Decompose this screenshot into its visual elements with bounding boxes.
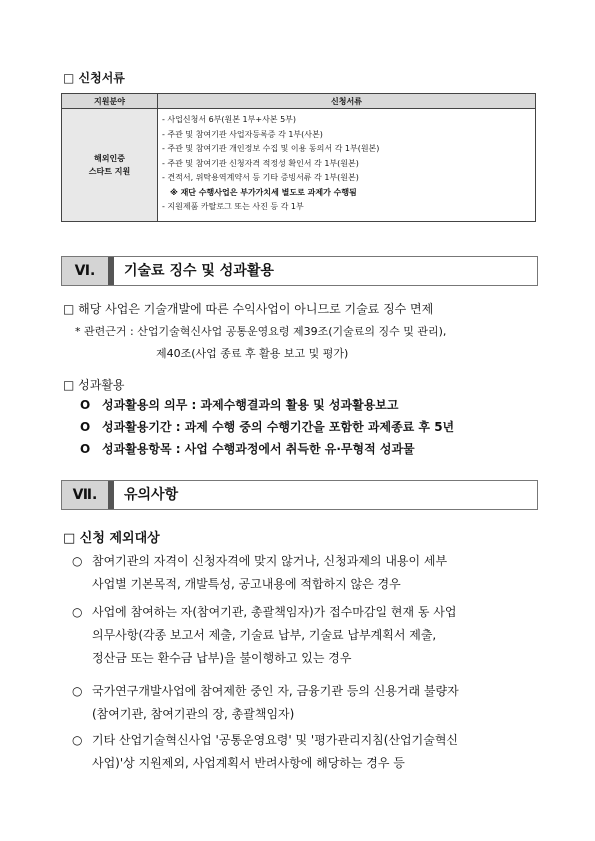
section-7-number: Ⅶ. [62,481,108,509]
exclusion-heading: □ 신청 제외대상 [63,531,160,546]
bullet-marker: O [80,398,91,412]
exclusion-line: 사업별 기본목적, 개발특성, 공고내용에 적합하지 않은 경우 [92,577,401,591]
exclusion-line: 사업에 참여하는 자(참여기관, 총괄책임자)가 접수마감일 현재 동 사업 [92,605,457,619]
table-header-field: 지원분야 [62,94,158,109]
bullet-marker: ○ [72,554,83,568]
vat-note: ※ 재단 수행사업은 부가가치세 별도로 과제가 수행됨 [170,187,357,197]
doc-item: - 견적서, 위탁용역계약서 등 기타 증빙서류 각 1부(원본) [162,173,359,182]
section-6-title: 기술료 징수 및 성과활용 [124,263,274,279]
support-field-line: 해외인증 [94,153,125,163]
support-field-line: 스타트 지원 [88,166,131,176]
doc-item: - 주관 및 참여기관 개인정보 수집 및 이용 동의서 각 1부(원본) [162,144,380,153]
bullet-marker: O [80,420,91,434]
bullet-marker: ○ [72,684,83,698]
exclusion-line: 참여기관의 자격이 신청자격에 맞지 않거나, 신청과제의 내용이 세부 [92,554,448,568]
bullet-marker: O [80,442,91,456]
section-divider [108,481,114,509]
usage-item [80,440,415,457]
exclusion-item [72,682,459,699]
bullet-marker: ○ [72,733,83,747]
exclusion-line: 국가연구개발사업에 참여제한 중인 자, 금융기관 등의 신용거래 불량자 [92,684,459,698]
usage-heading: □ 성과활용 [63,378,125,392]
exclusion-line: 기타 산업기술혁신사업 '공통운영요령' 및 '평가관리지침(산업기술혁신 [92,733,459,747]
exclusion-item [72,552,447,569]
usage-item [80,418,454,435]
usage-item-text: 성과활용기간 : 과제 수행 중의 수행기간을 포함한 과제종료 후 5년 [102,420,455,434]
exclusion-line: 의무사항(각종 보고서 제출, 기술료 납부, 기술료 납부계획서 제출, [92,628,437,642]
legal-basis-line: * 관련근거 : 산업기술혁신사업 공통운영요령 제39조(기술료의 징수 및 관리), [75,325,447,338]
application-docs-heading: □ 신청서류 [63,71,125,85]
exclusion-line: 정산금 또는 환수금 납부)을 불이행하고 있는 경우 [92,651,352,665]
doc-item: - 사업신청서 6부(원본 1부+사본 5부) [162,115,297,124]
section-7-title: 유의사항 [124,487,179,503]
section-6-number: Ⅵ. [62,257,108,285]
exclusion-line: 사업)'상 지원제외, 사업계획서 반려사항에 해당하는 경우 등 [92,756,405,770]
table-header-docs: 신청서류 [158,94,536,109]
bullet-marker: ○ [72,605,83,619]
doc-item: - 주관 및 참여기관 신청자격 적정성 확인서 각 1부(원본) [162,158,359,168]
section-6-header [61,256,538,286]
support-field-cell [62,109,158,222]
application-docs-table [61,93,536,222]
table-header-row [62,94,536,109]
docs-list-cell [158,109,536,222]
royalty-exemption-text: □ 해당 사업은 기술개발에 따른 수익사업이 아니므로 기술료 징수 면제 [63,302,434,316]
section-7-header [61,480,538,510]
usage-item-text: 성과활용항목 : 사업 수행과정에서 취득한 유·무형적 성과물 [102,442,415,456]
exclusion-item [72,731,458,748]
doc-item: - 지원제품 카탈로그 또는 사진 등 각 1부 [162,202,304,211]
exclusion-item [72,603,456,620]
table-row [62,109,536,222]
usage-item-text: 성과활용의 의무 : 과제수행결과의 활용 및 성과활용보고 [102,398,399,412]
exclusion-line: (참여기관, 참여기관의 장, 총괄책임자) [92,707,295,721]
legal-basis-line: 제40조(사업 종료 후 활용 보고 및 평가) [156,347,349,360]
usage-item [80,396,398,413]
section-divider [108,257,114,285]
doc-item: - 주관 및 참여기관 사업자등록증 각 1부(사본) [162,129,323,139]
